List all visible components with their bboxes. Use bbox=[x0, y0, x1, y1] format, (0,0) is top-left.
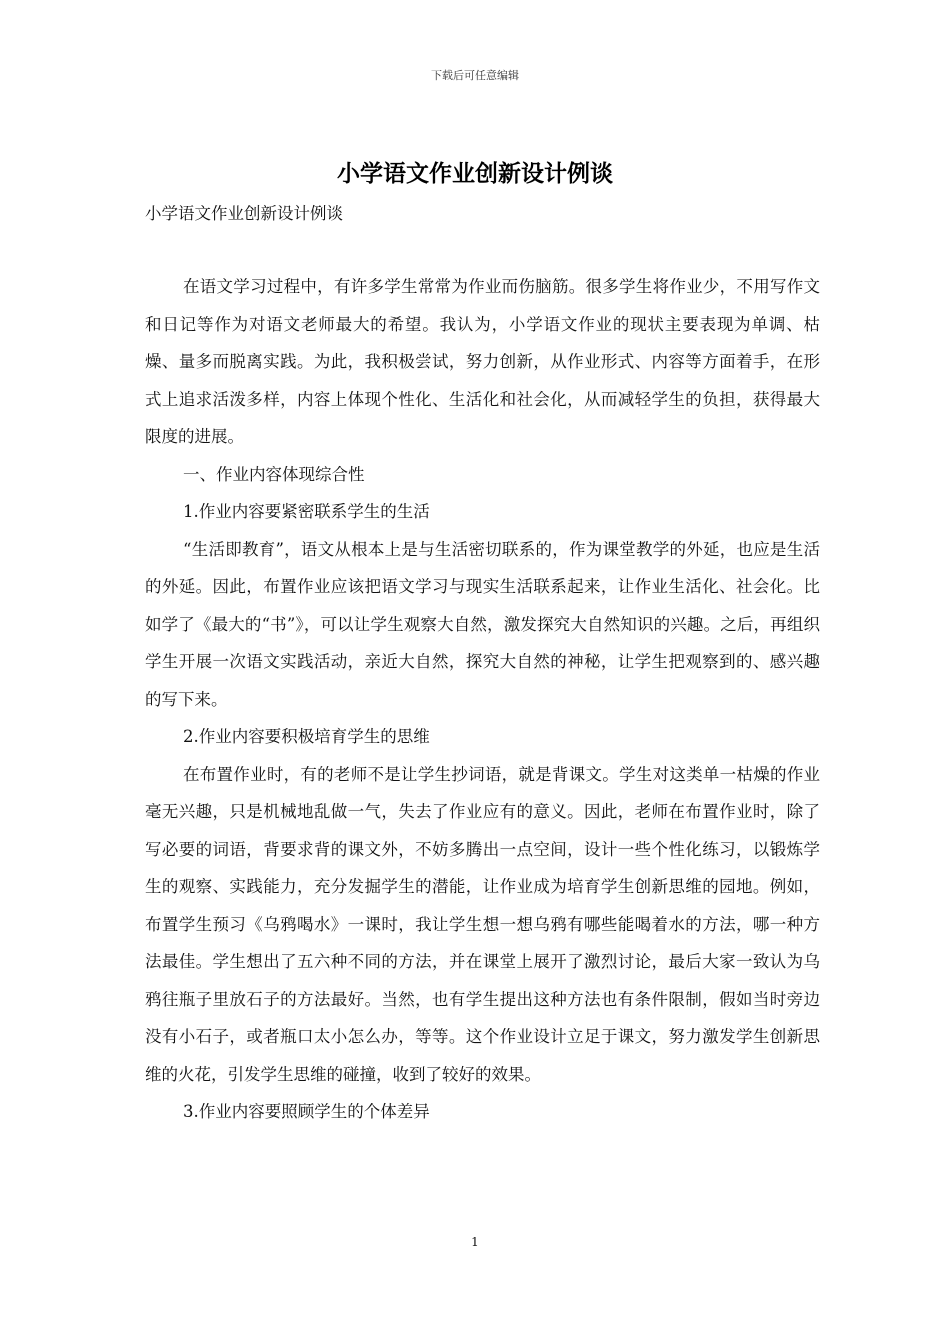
document-title: 小学语文作业创新设计例谈 bbox=[337, 160, 613, 187]
subheading-1: 1.作业内容要紧密联系学生的生活 bbox=[183, 502, 430, 521]
paragraph-intro: 在语文学习过程中，有许多学生常常为作业而伤脑筋。很多学生将作业少，不用写作文和日记等作为对语文老师最大的希望。我认为，小学语文作业的现状主要表现为单调、枯燥、量多而脱离实践。为此，我积极尝试，努力创新，从作业形式、内容等方面着手，在形式上追求活泼多样，内容上体现个性化、生活化和社会化，从而减轻学生的负担，获得最大限度的进展。 bbox=[145, 277, 820, 446]
page-number: 1 bbox=[471, 1235, 479, 1249]
subheading-3: 3.作业内容要照顾学生的个体差异 bbox=[183, 1102, 430, 1121]
subheading-2: 2.作业内容要积极培育学生的思维 bbox=[183, 727, 430, 746]
section-heading-1: 一、作业内容体现综合性 bbox=[183, 464, 365, 484]
paragraph-life: “生活即教育”，语文从根本上是与生活密切联系的，作为课堂教学的外延，也应是生活的外延。因此，布置作业应该把语文学习与现实生活联系起来，让作业生活化、社会化。比如学了《最大的“书”》，可以让学生观察大自然，激发探究大自然知识的兴趣。之后，再组织学生开展一次语文实践活动，亲近大自然，探究大自然的神秘，让学生把观察到的、感兴趣的写下来。 bbox=[145, 539, 820, 709]
paragraph-thinking: 在布置作业时，有的老师不是让学生抄词语，就是背课文。学生对这类单一枯燥的作业毫无兴趣，只是机械地乱做一气，失去了作业应有的意义。因此，老师在布置作业时，除了写必要的词语，背要求背的课文外，不妨多腾出一点空间，设计一些个性化练习，以锻炼学生的观察、实践能力，充分发掘学生的潜能，让作业成为培育学生创新思维的园地。例如，布置学生预习《乌鸦喝水》一课时，我让学生想一想乌鸦有哪些能喝着水的方法，哪一种方法最佳。学生想出了五六种不同的方法，并在课堂上展开了激烈讨论，最后大家一致认为乌鸦往瓶子里放石子的方法最好。当然，也有学生提出这种方法也有条件限制，假如当时旁边没有小石子，或者瓶口太小怎么办，等等。这个作业设计立足于课文，努力激发学生创新思维的火花，引发学生思维的碰撞，收到了较好的效果。 bbox=[145, 764, 820, 1084]
document-body bbox=[145, 268, 820, 1131]
header-note: 下载后可任意编辑 bbox=[431, 69, 519, 82]
document-subtitle: 小学语文作业创新设计例谈 bbox=[145, 204, 343, 223]
